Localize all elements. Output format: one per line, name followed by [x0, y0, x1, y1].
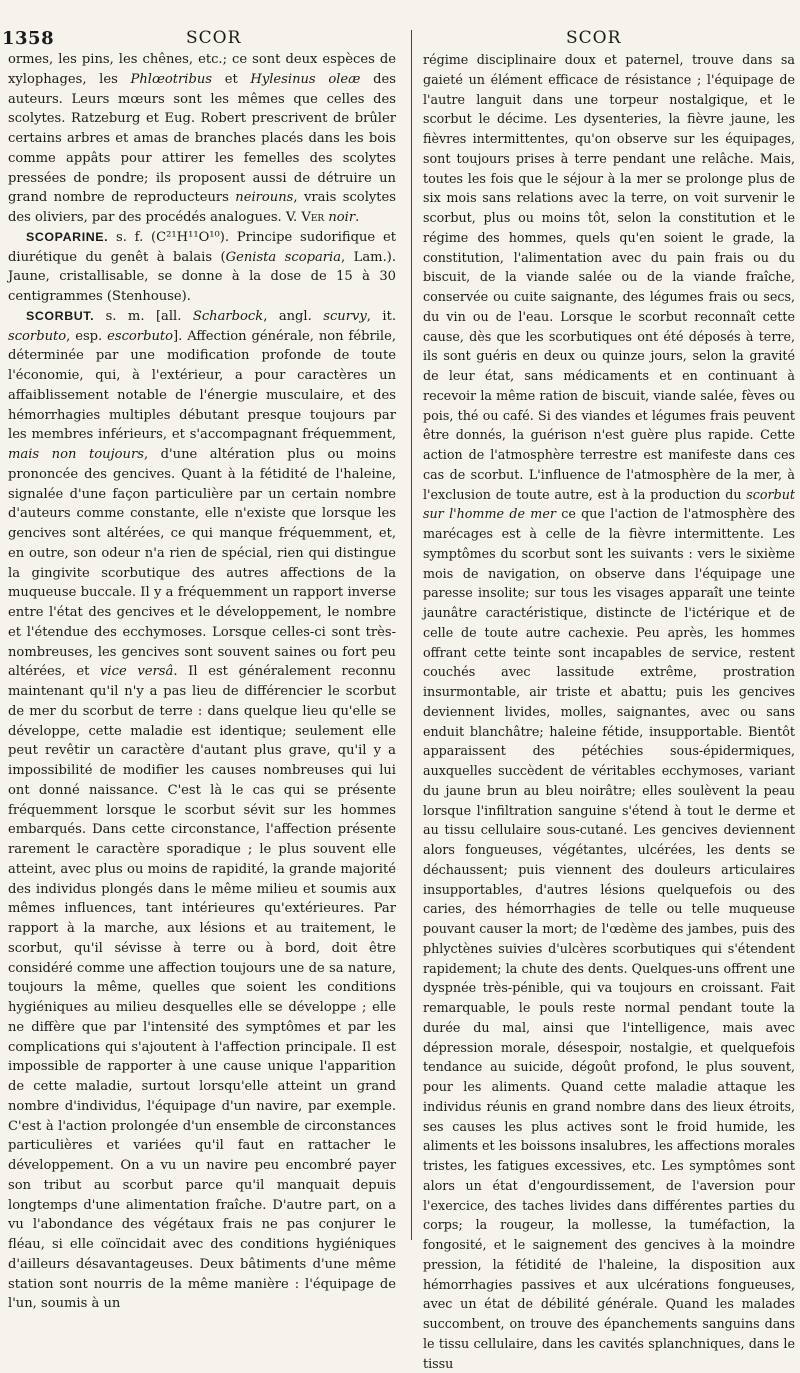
- column-divider: [411, 30, 412, 1240]
- italic-run: Genista scoparia: [225, 249, 342, 265]
- running-head-left: SCOR: [186, 28, 242, 48]
- italic-run: Scharbock: [192, 308, 264, 324]
- text-run: , Lam.). Jaune, cristallisable, se donne à la dose de 15 à 30 centigrammes (Stenhouse).: [8, 249, 396, 304]
- text-run: des auteurs. Leurs mœurs sont les mêmes que celles des scolytes. Ratzeburg et Eug. Robert prescrivent de brûler certains arbres et amas de branches placés dans les bois comme appâts pour attirer les femelles des scolytes pressées de pondre; ils proposent aussi de détruire un grand nombre de reproducteurs: [8, 71, 396, 206]
- italic-run: escorbuto: [107, 328, 174, 344]
- text-run: . Il est généralement reconnu maintenant qu'il n'y a pas lieu de différencier le scorbut de mer du scorbut de terre : dans quelque lieu qu'elle se développe, cette maladie est identique; seulement elle peut revêtir un caractère d'autant plus grave, qu'il y a impossibilité de modifier les causes nombreuses qui lui ont donné naissance. C'est là le cas qui se présente fréquemment lorsque le scorbut sévit sur les hommes embarqués. Dans cette circonstance, l'affection présente rarement le caractère sporadique ; le plus souvent elle atteint, avec plus ou moins de rapidité, la grande majorité des individus plongés dans le même milieu et soumis aux mêmes influences, tant intérieures qu'extérieures. Par rapport à la marche, aux lésions et au traitement, le scorbut, qu'il sévisse à terre ou à bord, doit être considéré comme une affection toujours une de sa nature, toujours la même, quelles que soient les conditions hygiéniques au milieu desquelles elle se développe ; elle ne diffère que par l'intensité des symptômes et par les complications qui s'ajoutent à l'affection principale. Il est impossible de rapporter à une cause unique l'apparition de cette maladie, surtout lorsqu'elle atteint un grand nombre d'individus, l'équipage d'un navire, par exemple. C'est à l'action prolongée d'un ensemble de circonstances particulières et variées qu'il faut en rattacher le développement. On a vu un navire peu encombré payer son tribut au scorbut parce qu'il manquait depuis longtemps d'une alimentation fraîche. D'autre part, on a vu l'abondance des végétaux frais ne pas conjurer le fléau, si elle coïncidait avec des conditions hygiéniques d'ailleurs désavantageuses. Deux bâtiments d'une même station sont nourris de la même manière : l'équipage de l'un, soumis à un: [8, 664, 396, 1312]
- text-run: , vrais scolytes des oliviers, par des procédés analogues. V.: [8, 190, 397, 225]
- text-run: , esp.: [66, 328, 108, 344]
- text-run: ormes, les pins, les chênes, etc.; ce sont deux espèces de xylophages, les: [8, 52, 396, 87]
- text-run: ]. Affection générale, non fébrile, déterminée par une modification profonde de toute l'économie, qui, à l'extérieur, a pour caractères un affaiblissement notable de l'énergie musculaire, et des hémorrhagies multiples débutant presque toujours par les membres inférieurs, et s'accompagnant fréquemment,: [8, 328, 397, 443]
- text-run: s. f. (C²¹H¹¹O¹⁰). Principe sudorifique et diurétique du genêt à balais (: [8, 229, 396, 265]
- right-column: [423, 50, 795, 1373]
- entry-continuation: [8, 50, 396, 228]
- text-run: , angl.: [263, 308, 324, 324]
- italic-run: noir: [328, 210, 356, 225]
- left-column: [8, 50, 396, 1314]
- entry-scoparine: [8, 228, 396, 307]
- text-run: s. m. [all.: [94, 308, 193, 324]
- italic-run: scorbuto: [8, 328, 67, 344]
- running-head-right: SCOR: [566, 28, 622, 48]
- italic-run: scorbut sur l'homme de mer: [423, 486, 795, 522]
- italic-run: vice versâ: [100, 664, 174, 680]
- text-run: , it.: [366, 308, 397, 324]
- text-run: ce que l'action de l'atmosphère des marécages est à celle de la fièvre intermittente. Les symptômes du scorbut sont les suivants : vers le sixième mois de navigation, on observe dans l'équipage une paresse insolite; sur tous les visages apparaît une teinte jaunâtre caractéristique, distincte de l'ictérique et de celle de toute autre cachexie. Peu après, les hommes offrant cette teinte sont incapables de service, restent couchés avec lassitude extrême, prostration insurmontable, air triste et abattu; puis les gencives deviennent livides, molles, saignantes, avec ou sans enduit blanchâtre; haleine fétide, insupportable. Bientôt apparaissent des pétéchies sous-épidermiques, auxquelles succèdent de véritables ecchymoses, variant du jaune brun au bleu noirâtre; elles soulèvent la peau lorsque l'infiltration sanguine s'étend à tout le derme et au tissu cellulaire sous-cutané. Les gencives deviennent alors fongueuses, végétantes, ulcérées, les dents se déchaussent; puis viennent des douleurs articulaires insupportables, d'autres lésions quelquefois ou des caries, des hémorrhagies de telle ou telle muqueuse pouvant causer la mort; de l'œdème des jambes, puis des phlyctènes suivies d'ulcères scorbutiques qui s'étendent rapidement; la chute des dents. Quelques-uns offrent une dyspnée très-pénible, qui va toujours en croissant. Fait remarquable, le pouls reste normal pendant toute la durée du mal, ainsi que l'intelligence, mais avec dépression morale, désespoir, nostalgie, et quelquefois tendance au suicide, dégoût profond, le plus souvent, pour les aliments. Quand cette maladie attaque les individus réunis en grand nombre dans des lieux étroits, ses causes les plus actives sont le froid humide, les aliments et les boissons insalubres, les affections morales tristes, les fatigues excessives, etc. Les symptômes sont alors un état d'engourdissement, de l'aversion pour l'exercice, des taches livides dans différentes parties du corps; la rougeur, la mollesse, la tuméfaction, la fongosité, et le saignement des gencives à la moindre pression, la fétidité de l'haleine, la disposition aux hémorrhagies passives et aux ulcérations fongueuses, avec un état de débilité générale. Quand les malades succombent, on trouve des épanchements sanguins dans le tissu cellulaire, dans les cavités splanchniques, dans le tissu: [423, 506, 795, 1371]
- entry-headword: SCORBUT.: [26, 308, 95, 323]
- italic-run: neirouns: [235, 190, 294, 206]
- entry-scorbut: [8, 307, 396, 1314]
- italic-run: scurvy: [323, 308, 367, 324]
- entry-headword: SCOPARINE.: [26, 229, 109, 244]
- italic-run: Phlœotribus: [130, 71, 213, 87]
- text-run: , d'une altération plus ou moins prononcée des gencives. Quant à la fétidité de l'haleine, signalée d'une façon particulière par un certain nombre d'auteurs comme constante, elle n'existe que lorsque les gencives sont altérées, ce qui manque fréquemment, et, en outre, son odeur n'a rien de spécial, rien qui distingue la gingivite scorbutique des autres affections de la muqueuse buccale. Il y a fréquemment un rapport inverse entre l'état des gencives et le développement, le nombre et l'étendue des ecchymoses. Lorsque celles-ci sont très-nombreuses, les gencives sont souvent saines ou fort peu altérées, et: [8, 447, 396, 680]
- italic-run: Hylesinus oleæ: [250, 71, 361, 87]
- text-run: régime disciplinaire doux et paternel, trouve dans sa gaieté un élément efficace de résistance ; l'équipage de l'autre languit dans une torpeur nostalgique, et le scorbut le décime. Les dysenteries, la fièvre jaune, les fièvres intermittentes, qu'on observe sur les équipages, sont toujours prises à terre pendant une relâche. Mais, toutes les fois que le séjour à la mer se prolonge plus de six mois sans relations avec la terre, on voit survenir le scorbut, plus ou moins tôt, selon la constitution et le régime des hommes, quels qu'en soient le grade, la constitution, l'alimentation avec du pain frais ou du biscuit, de la viande salée ou de la viande fraîche, conservée ou cuite saignante, des légumes frais ou secs, du vin ou de l'eau. Lorsque le scorbut reconnaît cette cause, dès que les scorbutiques ont été déposés à terre, ils sont guéris en deux ou quinze jours, selon la gravité de leur état, sans médicaments et en continuant à recevoir la même ration de biscuit, viande salée, fèves ou pois, thé ou café. Si des viandes et légumes frais peuvent être donnés, la guérison n'est guère plus rapide. Cette action de l'atmosphère terrestre est manifeste dans ces cas de scorbut. L'influence de l'atmosphère de la mer, à l'exclusion de toute autre, est à la production du: [423, 52, 795, 502]
- text-run: et: [212, 71, 251, 87]
- page-number: 1358: [2, 28, 55, 49]
- text-run: Ver: [301, 210, 325, 225]
- text-run: .: [355, 210, 360, 225]
- entry-scorbut-continued: [423, 50, 795, 1373]
- italic-run: mais non toujours: [8, 447, 144, 462]
